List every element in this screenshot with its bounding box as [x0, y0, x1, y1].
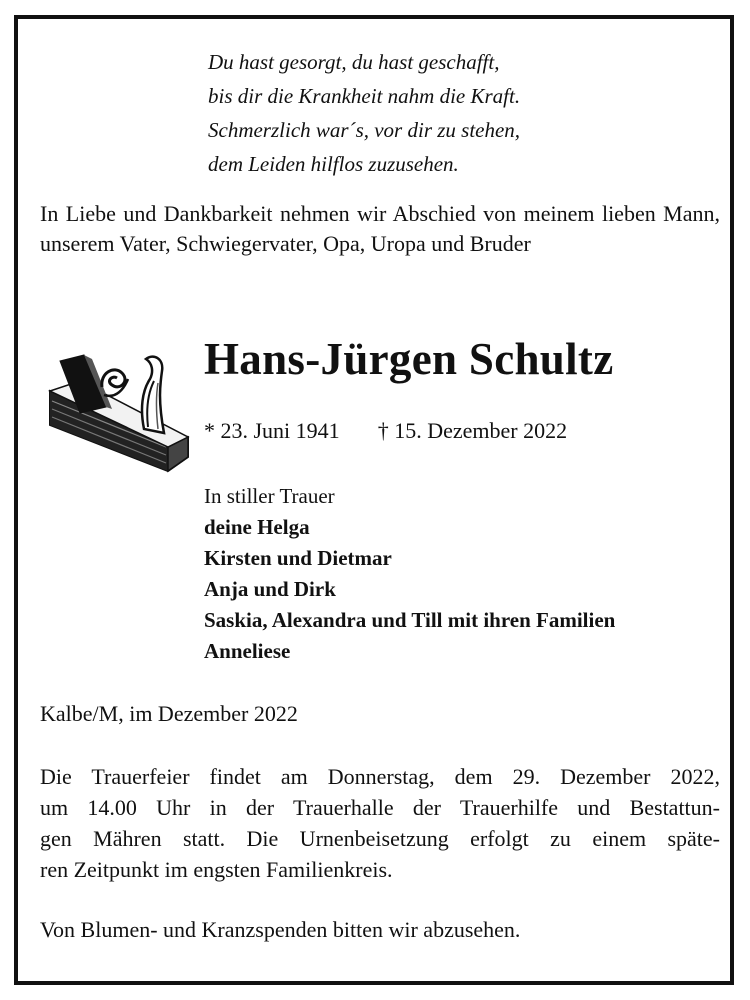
place-and-date: Kalbe/M, im Dezember 2022: [40, 701, 298, 726]
poem-line: Schmerzlich war´s, vor dir zu stehen,: [208, 118, 521, 142]
poem: [208, 45, 520, 181]
obituary-content: [18, 19, 730, 981]
intro-text: In Liebe und Dankbarkeit nehmen wir Abschied von meinem lieben Mann, unserem Vater, Schwiegervater, Opa, Uropa und Bruder: [40, 201, 720, 256]
wood-plane-icon: [40, 329, 190, 479]
poem-line: dem Leiden hilflos zuzusehen.: [208, 152, 459, 176]
mourner-name: deine Helga: [204, 515, 310, 539]
death-date: † 15. Dezember 2022: [377, 418, 568, 443]
obituary-frame: [14, 15, 734, 985]
poem-line: Du hast gesorgt, du hast geschafft,: [208, 50, 500, 74]
mourner-name: Anja und Dirk: [204, 577, 336, 601]
life-dates: [204, 416, 567, 446]
funeral-info: [40, 761, 720, 885]
funeral-line: ren Zeitpunkt im engsten Familienkreis.: [40, 857, 393, 882]
funeral-line: um 14.00 Uhr in der Trauerhalle der Trauerhilfe und Bestattun-: [40, 795, 720, 820]
mourners-heading: In stiller Trauer: [204, 484, 335, 508]
deceased-name: Hans-Jürgen Schultz: [204, 334, 614, 384]
mourner-name: Anneliese: [204, 639, 291, 663]
mourner-name: Saskia, Alexandra und Till mit ihren Familien: [204, 608, 616, 632]
poem-line: bis dir die Krankheit nahm die Kraft.: [208, 84, 521, 108]
funeral-line: gen Mähren statt. Die Urnenbeisetzung erfolgt zu einem späte-: [40, 826, 720, 851]
flowers-note: Von Blumen- und Kranzspenden bitten wir abzusehen.: [40, 917, 521, 942]
mourner-name: Kirsten und Dietmar: [204, 546, 392, 570]
funeral-line: Die Trauerfeier findet am Donnerstag, dem 29. Dezember 2022,: [40, 764, 720, 789]
mourners-list: [204, 481, 615, 667]
birth-date: * 23. Juni 1941: [204, 418, 340, 443]
